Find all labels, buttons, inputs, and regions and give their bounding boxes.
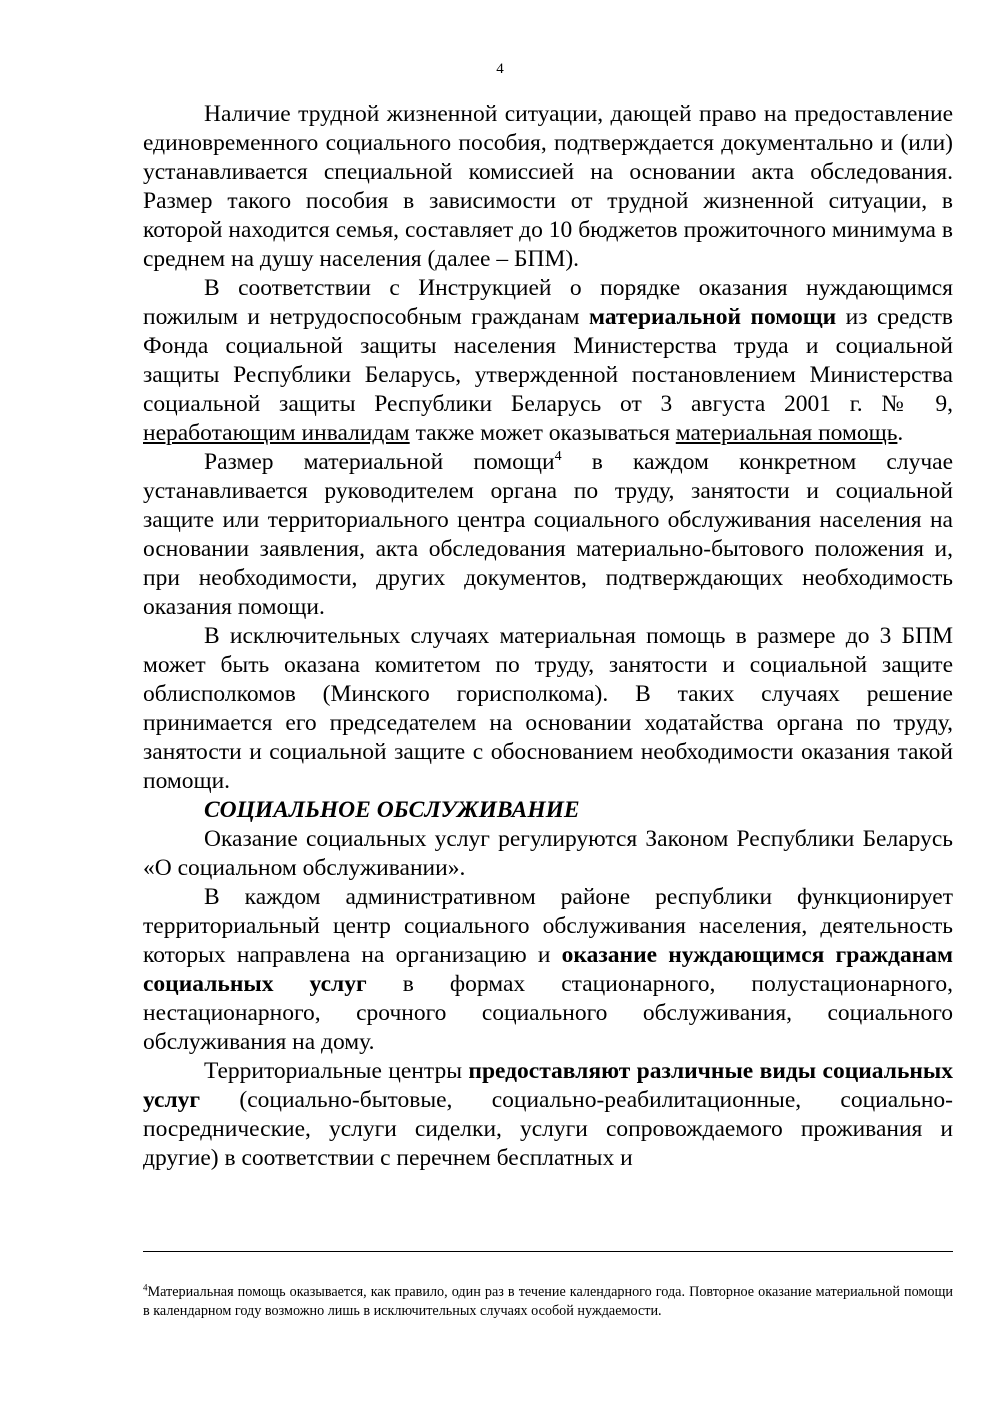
paragraph-exceptional-cases: В исключительных случаях материальная помощь в размере до 3 БПМ может быть оказана комитетом по труду, занятости и социальной защите облисполкомов (Минского горисполкома). В таких случаях решение принимается его председателем на основании ходатайства органа по труду, занятости и социальной защите с обоснованием необходимости оказания такой помощи. (143, 623, 953, 794)
underlined-term-material-assistance: материальная помощь (675, 420, 898, 446)
text-run: В соответствии с Инструкцией о порядке оказания нуждающимся пожилым и нетрудоспособным гражданам (143, 275, 953, 330)
page-number: 4 (496, 61, 504, 77)
section-heading: СОЦИАЛЬНОЕ ОБСЛУЖИВАНИЕ (204, 797, 580, 823)
paragraph-service-types (143, 1057, 953, 1173)
text-run: из средств Фонда социальной защиты населения Министерства труда и социальной защиты Республики Беларусь, утвержденной постановлением Министерства социальной защиты Республики Беларусь от 3 августа 2001 г. № 9, (143, 304, 953, 417)
footnote-reference: 4 (554, 449, 562, 465)
paragraph-territorial-centers (143, 883, 953, 1057)
footnote-text: Материальная помощь оказывается, как правило, один раз в течение календарного года. Повторное оказание материальной помощи в календарном году возможно лишь в исключительных случаях особой нуждаемости. (143, 1284, 953, 1319)
text-run: в каждом конкретном случае устанавливается руководителем органа по труду, занятости и социальной защите или территориального центра социального обслуживания населения на основании заявления, акта обследования материально-бытового положения и, при необходимости, других документов, подтверждающих необходимость оказания помощи. (143, 449, 953, 620)
bold-term-providing-services: оказание нуждающимся гражданам социальных услуг (143, 942, 953, 997)
paragraph-social-services-law: Оказание социальных услуг регулируются Законом Республики Беларусь «О социальном обслуживании». (143, 826, 953, 881)
bold-term-material-assistance: материальной помощи (589, 304, 837, 330)
body-text (143, 100, 953, 1173)
text-run: также может оказываться (409, 420, 676, 446)
footnote-divider (143, 1251, 953, 1252)
paragraph-hardship-allowance: Наличие трудной жизненной ситуации, дающей право на предоставление единовременного социального пособия, подтверждается документально и (или) устанавливается специальной комиссией на основании акта обследования. Размер такого пособия в зависимости от трудной жизненной ситуации, в которой находится семья, составляет до 10 бюджетов прожиточного минимума в среднем на душу населения (далее – БПМ). (143, 101, 953, 272)
footnote-mark: 4 (143, 1282, 148, 1293)
bold-term-service-types: предоставляют различные виды социальных услуг (143, 1058, 954, 1113)
underlined-term-unemployed-disabled: неработающим инвалидам (143, 420, 410, 446)
text-run: в формах стационарного, полустационарного, нестационарного, срочного социального обслуживания, социального обслуживания на дому. (143, 971, 954, 1055)
text-run: Размер материальной помощи (204, 449, 555, 475)
paragraph-material-assistance-instruction (143, 274, 953, 448)
text-run: В каждом административном районе республики функционирует территориальный центр социального обслуживания населения, деятельность которых направлена на организацию и (143, 884, 953, 968)
text-run: (социально-бытовые, социально-реабилитационные, социально-посреднические, услуги сиделки, услуги сопровождаемого проживания и другие) в соответствии с перечнем бесплатных и (143, 1087, 953, 1171)
text-run: . (897, 420, 904, 446)
footnote (143, 1283, 953, 1321)
text-run: Территориальные центры (204, 1058, 469, 1084)
paragraph-assistance-amount (143, 448, 953, 622)
